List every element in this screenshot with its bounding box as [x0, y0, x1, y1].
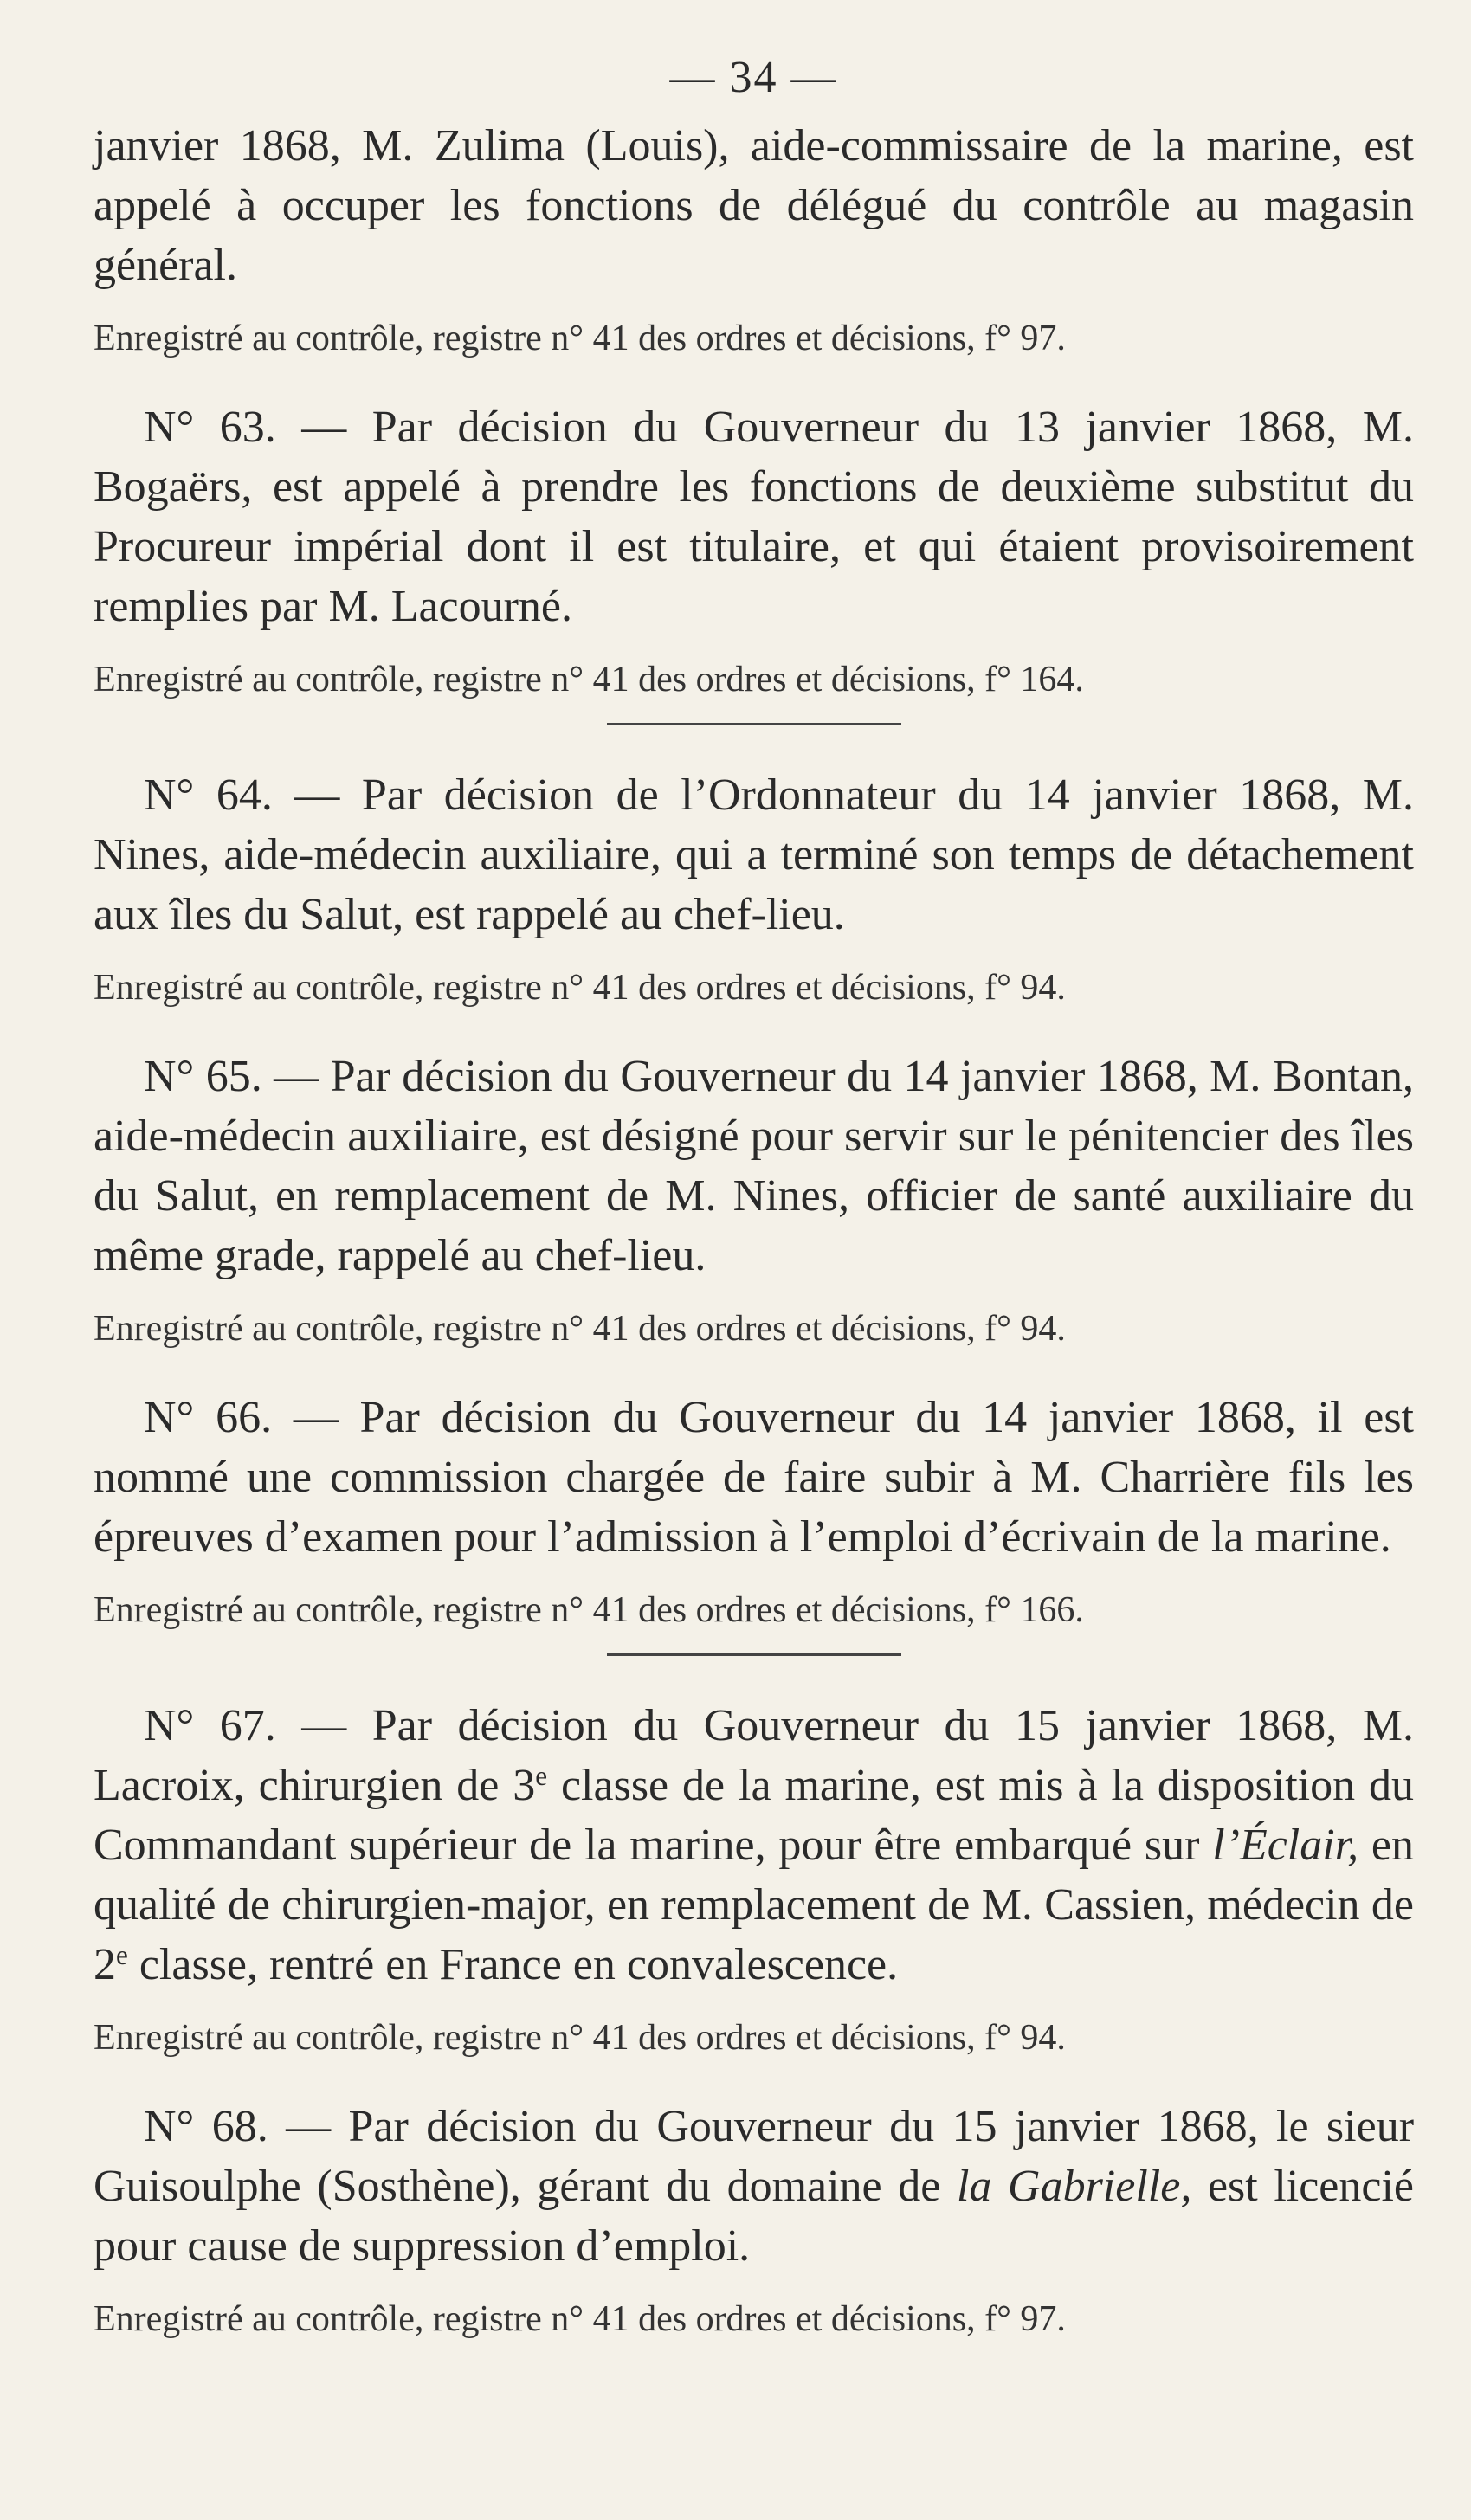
section-divider	[607, 723, 901, 725]
entry-63	[94, 397, 1414, 704]
entry-number: N° 67.	[144, 1701, 276, 1750]
entry-text-part: classe, rentré en France en convalescence.	[127, 1940, 899, 1989]
entry-text-part: en qualité de chirurgien-major, en remplacement de M. Cassien, médecin de 2	[94, 1821, 1415, 1989]
entry-67	[94, 1696, 1414, 2062]
registration-note: Enregistré au contrôle, registre n° 41 des ordres et décisions, f° 164.	[94, 660, 1084, 699]
entry-text-part: — Par décision du Gouverneur du 15 janvier 1868, le sieur Guisoulphe (Sosthène), gérant du domaine de	[94, 2102, 1415, 2211]
registration-note: Enregistré au contrôle, registre n° 41 des ordres et décisions, f° 94.	[94, 2018, 1066, 2058]
entry-paragraph	[94, 765, 1414, 944]
ordinal-suffix: e	[535, 1760, 548, 1791]
entry-64	[94, 765, 1414, 1012]
entry-text: — Par décision du Gouverneur du 14 janvier 1868, il est nommé une commission chargée de faire subir à M. Charrière fils les épreuves d’examen pour l’admission à l’emploi d’écrivain de la marine.	[94, 1393, 1415, 1562]
page-number: — 34 —	[669, 53, 838, 102]
entry-text-part: classe de la marine, est mis à la disposition du Commandant supérieur de la marine, pour être embarqué sur	[94, 1761, 1415, 1870]
entry-text: janvier 1868, M. Zulima (Louis), aide-commissaire de la marine, est appelé à occuper les fonctions de délégué du contrôle au magasin général.	[94, 121, 1414, 290]
entry-text: — Par décision de l’Ordonnateur du 14 janvier 1868, M. Nines, aide-médecin auxiliaire, qui a terminé son temps de détachement aux îles du Salut, est rappelé au chef-lieu.	[94, 770, 1414, 939]
entry-text: — Par décision du Gouverneur du 13 janvier 1868, M. Bogaërs, est appelé à prendre les fonctions de deuxième substitut du Procureur impérial dont il est titulaire, et qui étaient provisoirement remplies par M. Lacourné.	[94, 403, 1414, 631]
entry-66	[94, 1388, 1414, 1634]
entry-68	[94, 2097, 1414, 2343]
section-divider	[607, 1653, 901, 1656]
registration-note: Enregistré au contrôle, registre n° 41 des ordres et décisions, f° 97.	[94, 319, 1066, 358]
entry-paragraph	[94, 1388, 1414, 1567]
entry-65	[94, 1047, 1414, 1353]
entry-paragraph	[94, 397, 1414, 636]
entry-paragraph	[94, 1047, 1414, 1286]
entry-paragraph	[94, 2097, 1414, 2276]
entry-number: N° 66.	[144, 1393, 273, 1442]
entry-text: — Par décision du Gouverneur du 14 janvier 1868, M. Bontan, aide-médecin auxiliaire, est désigné pour servir sur le pénitencier des îles du Salut, en remplacement de M. Nines, officier de santé auxiliaire du même grade, rappelé au chef-lieu.	[94, 1052, 1414, 1280]
entry-continued	[94, 116, 1414, 363]
entry-number: N° 64.	[144, 770, 273, 820]
ordinal-suffix: e	[116, 1939, 128, 1970]
entry-number: N° 63.	[144, 403, 276, 452]
registration-note: Enregistré au contrôle, registre n° 41 des ordres et décisions, f° 166.	[94, 1590, 1084, 1630]
entry-number: N° 65.	[144, 1052, 262, 1101]
estate-name: la Gabrielle,	[956, 2162, 1192, 2211]
registration-note: Enregistré au contrôle, registre n° 41 des ordres et décisions, f° 94.	[94, 1309, 1066, 1349]
entry-number: N° 68.	[144, 2102, 268, 2151]
document-page	[94, 52, 1414, 2378]
ship-name: l’Éclair,	[1212, 1821, 1359, 1870]
entry-paragraph	[94, 1696, 1414, 1995]
entry-text-part: — Par décision du Gouverneur du 15 janvier 1868, M. Lacroix, chirurgien de 3	[94, 1701, 1414, 1810]
entry-text-part: est licencié pour cause de suppression d’emploi.	[94, 2162, 1414, 2271]
registration-note: Enregistré au contrôle, registre n° 41 des ordres et décisions, f° 97.	[94, 2299, 1066, 2339]
registration-note: Enregistré au contrôle, registre n° 41 des ordres et décisions, f° 94.	[94, 968, 1066, 1008]
